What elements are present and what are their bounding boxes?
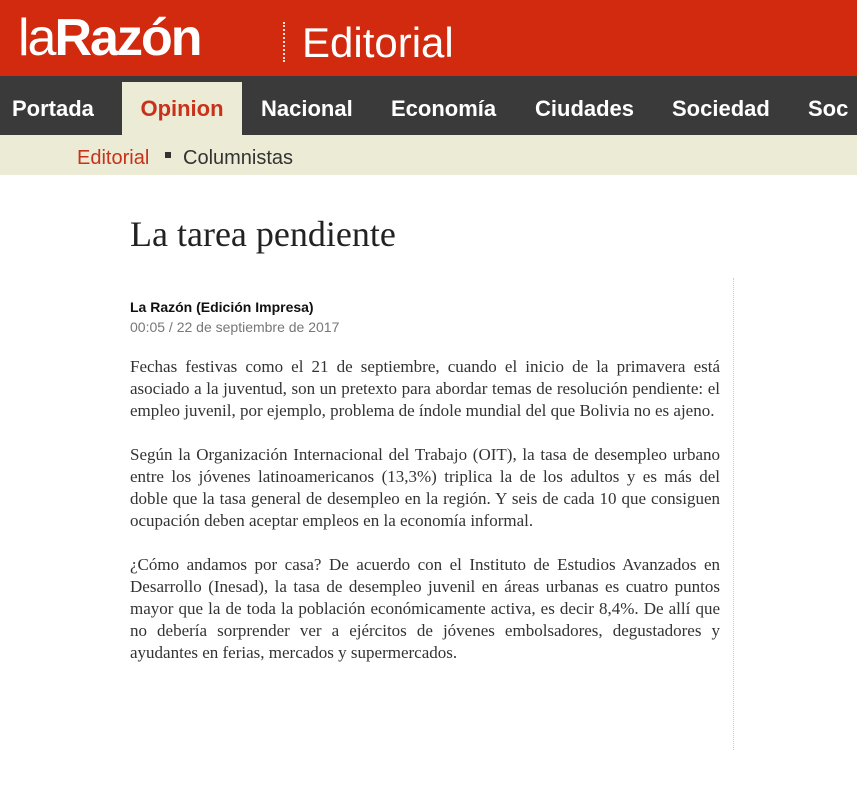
site-logo[interactable]: [18, 8, 200, 68]
logo-la: la: [18, 9, 55, 67]
subnav-item-columnistas[interactable]: Columnistas: [183, 147, 294, 169]
article-date: 00:05 / 22 de septiembre de 2017: [130, 319, 340, 335]
nav-item-economia[interactable]: Economía: [391, 96, 497, 121]
sub-nav: [0, 135, 857, 175]
nav-item-soc[interactable]: Soc: [808, 96, 849, 121]
subnav-bullet-icon: [165, 152, 171, 158]
article-paragraph: Según la Organización Internacional del Trabajo (OIT), la tasa de desempleo urbano entre los jóvenes latinoamericanos (13,3%) triplica la de los adultos y es más del doble que la tasa general de desempleo en la región. Y seis de cada 10 que consiguen ocupación deben aceptar empleos en la economía informal.: [130, 445, 720, 530]
section-title: Editorial: [302, 19, 454, 66]
site-header: [0, 0, 857, 76]
nav-item-sociedad[interactable]: Sociedad: [672, 96, 770, 121]
article-paragraph: Fechas festivas como el 21 de septiembre, cuando el inicio de la primavera está asociado a la juventud, son un pretexto para abordar temas de resolución pendiente: el empleo juvenil, por ejemplo, problema de índole mundial del que Bolivia no es ajeno.: [130, 357, 720, 420]
main-nav: [0, 76, 857, 135]
nav-item-portada[interactable]: Portada: [12, 96, 94, 121]
nav-item-nacional[interactable]: Nacional: [261, 96, 353, 121]
nav-item-ciudades[interactable]: Ciudades: [535, 96, 635, 121]
subnav-item-editorial[interactable]: Editorial: [77, 147, 150, 169]
article-title: La tarea pendiente: [130, 214, 396, 254]
article-body: [130, 356, 720, 686]
nav-item-opinion[interactable]: Opinion: [122, 82, 242, 135]
article-paragraph: ¿Cómo andamos por casa? De acuerdo con el Instituto de Estudios Avanzados en Desarrollo (Inesad), la tasa de desempleo juvenil en áreas urbanas es cuatro puntos mayor que la de toda la población económicamente activa, es decir 8,4%. De allí que no debería sorprender ver a ejércitos de jóvenes embolsadores, degustadores y ayudantes en ferias, mercados y supermercados.: [130, 555, 720, 662]
column-divider: [733, 278, 734, 750]
article-author: La Razón (Edición Impresa): [130, 299, 314, 315]
header-divider: [283, 22, 285, 62]
logo-razon: Razón: [54, 9, 201, 67]
